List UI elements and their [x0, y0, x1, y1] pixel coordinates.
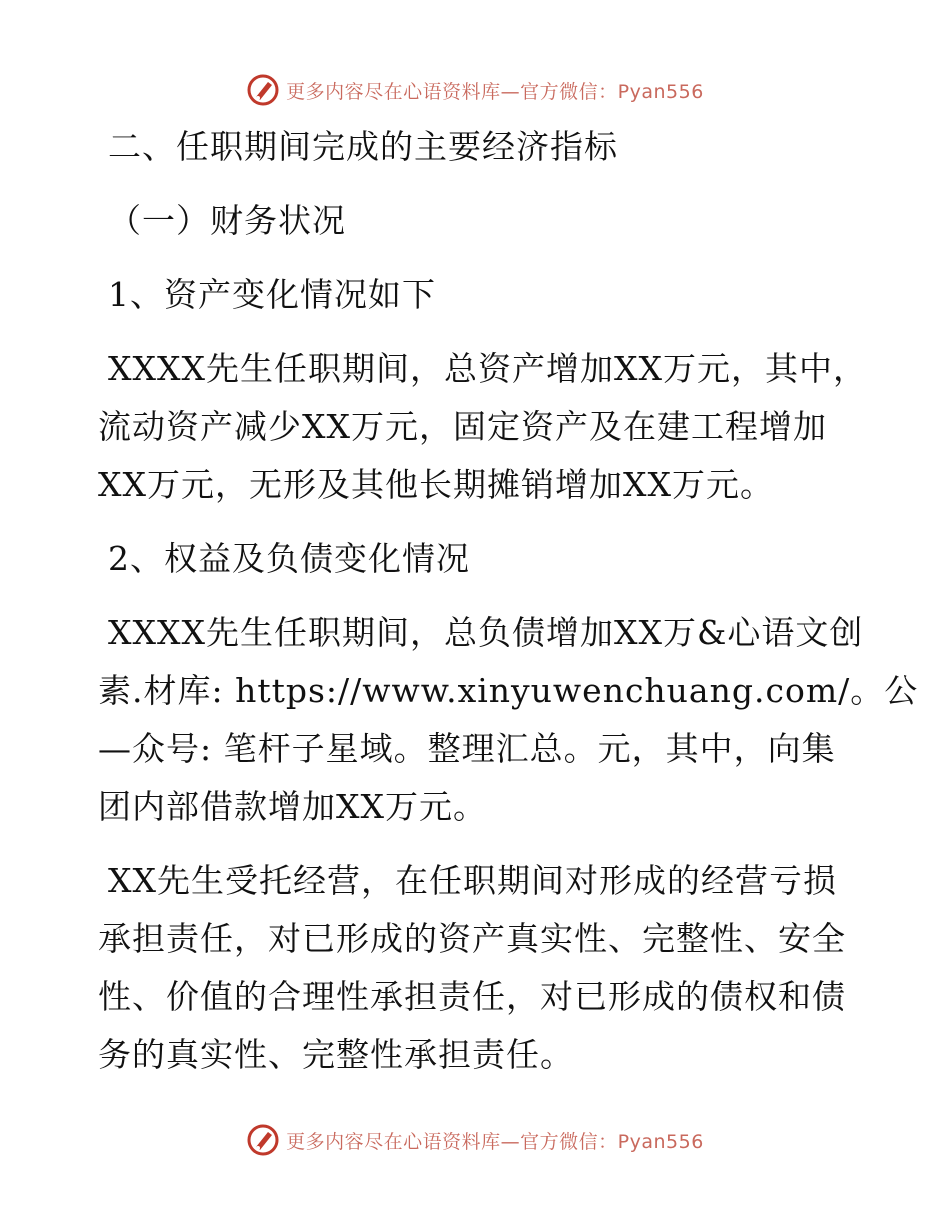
equity-liability-title: 2、权益及负债变化情况 — [108, 539, 470, 578]
paragraph-line: XX万元，无形及其他长期摊销增加XX万元。 — [98, 465, 774, 504]
section-heading: 二、任职期间完成的主要经济指标 — [108, 127, 618, 166]
asset-change-title: 1、资产变化情况如下 — [108, 275, 436, 314]
paragraph-line: 团内部借款增加XX万元。 — [98, 787, 487, 826]
paragraph-line: 素.材库: https://www.xinyuwenchuang.com/。公 — [98, 671, 919, 710]
paragraph-line: 流动资产减少XX万元，固定资产及在建工程增加 — [98, 407, 827, 446]
pen-logo-icon — [246, 73, 280, 107]
paragraph-line: 承担责任，对已形成的资产真实性、完整性、安全 — [98, 919, 846, 958]
paragraph-line: 务的真实性、完整性承担责任。 — [98, 1035, 574, 1074]
paragraph-line: XX先生受托经营，在任职期间对形成的经营亏损 — [108, 861, 837, 900]
header-banner — [0, 70, 950, 110]
banner-text: 更多内容尽在心语资料库—官方微信：Pyan556 — [286, 1130, 704, 1153]
responsibility-paragraph — [98, 852, 858, 1084]
footer-banner — [0, 1120, 950, 1160]
document-body — [98, 118, 919, 1084]
paragraph-line: XXXX先生任职期间，总负债增加XX万&心语文创 — [108, 613, 864, 652]
equity-liability-paragraph — [98, 604, 919, 836]
asset-change-paragraph — [98, 340, 867, 514]
banner-text: 更多内容尽在心语资料库—官方微信：Pyan556 — [286, 80, 704, 103]
paragraph-line: —众号: 笔杆子星域。整理汇总。元，其中，向集 — [98, 729, 836, 768]
paragraph-line: XXXX先生任职期间，总资产增加XX万元，其中， — [108, 349, 867, 388]
paragraph-line: 性、价值的合理性承担责任，对已形成的债权和债 — [98, 977, 846, 1016]
subsection-heading: （一）财务状况 — [108, 201, 346, 240]
pen-logo-icon — [246, 1123, 280, 1157]
